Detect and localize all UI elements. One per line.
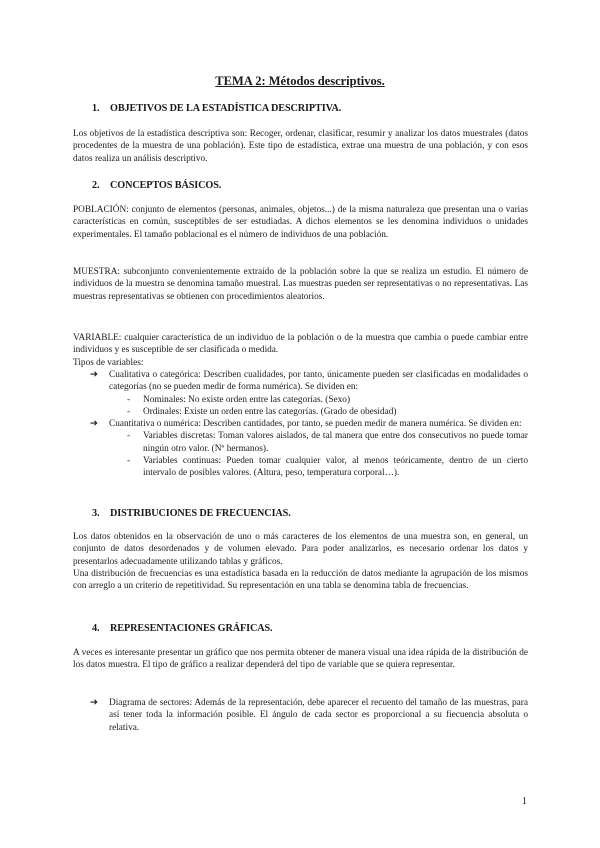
cuantitativa-sublist — [109, 430, 528, 479]
page-number: 1 — [522, 796, 527, 807]
dash-icon: - — [127, 431, 131, 442]
variable-types-list — [90, 369, 528, 480]
list-item: - Variables discretas: Toman valores aislados, de tal manera que entre dos consecutivos no puede tomar ningún otro valor. (Nº hermanos). — [127, 431, 528, 454]
muestra-paragraph: MUESTRA: subconjunto convenientemente extraído de la población sobre la que se realiza un estudio. El número de individuos de la muestra se denomina tamaño muestral. Las muestras pueden ser representativas o no representativas. Las muestras representativas se obtienen con procedimientos aleatorios. — [73, 267, 528, 302]
section-4-heading: 4. REPRESENTACIONES GRÁFICAS. — [92, 623, 273, 634]
list-item: - Variables continuas: Pueden tomar cualquier valor, al menos teóricamente, dentro de un cierto intervalo de posibles valores. (Altura, peso, temperatura corporal…). — [127, 456, 528, 479]
section-4-paragraph: A veces es interesante presentar un gráfico que nos permita obtener de manera visual una idea rápida de la distribución de los datos muestra. El tipo de gráfico a realizar dependerá del tipo de variable que se quiera representar. — [73, 648, 528, 671]
poblacion-paragraph: POBLACIÓN: conjunto de elementos (personas, animales, objetos...) de la misma naturaleza que presentan una o varias características en común, susceptibles de ser estudiadas. A dichos elementos se les denomina individuos o unidades experimentales. El tamaño poblacional es el número de individuos de una población. — [73, 205, 528, 240]
section-3-paragraph-2: Una distribución de frecuencias es una estadística basada en la reducción de datos mediante la agrupación de los mismos con arreglo a un criterio de repetitividad. Su representación en una tabla se denomina tabla de frecuencias. — [73, 569, 528, 592]
section-3-paragraph-1: Los datos obtenidos en la observación de uno o más caracteres de los elementos de una muestra son, en general, un conjunto de datos desordenados y de volumen elevado. Para poder analizarlos, es necesario ordenar los datos y presentarlos adecuadamente utilizando tablas y gráficos. — [73, 532, 528, 567]
list-item: ➔ Diagrama de sectores: Además de la representación, debe aparecer el recuento del tamaño de las muestras, para así tener toda la información posible. El ángulo de cada sector es proporcional a su fiecuencia absoluta o relativa. — [90, 698, 528, 733]
cualitativa-sublist — [109, 394, 528, 419]
list-item: ➔ Cualitativa o categórica: Describen cualidades, por tanto, únicamente pueden ser clasificadas en modalidades o categorías (no se pueden medir de forma numérica). Se dividen en: - Nominales: No existe orden entre las categorías. (Sexo) - Ordinales: Existe un orden entre las categorías. (Grado de obesidad) — [90, 370, 528, 417]
list-item: ➔ Cuantitativa o numérica: Describen cantidades, por tanto, se pueden medir de manera numérica. Se dividen en: - Variables discretas: Toman valores aislados, de tal manera que entre dos consecutivos no puede tomar ningún otro valor. (Nº hermanos). - Variables continuas: Pueden tomar cualquier valor, al menos teóricamente, dentro de un cierto intervalo de posibles valores. (Altura, peso, temperatura corporal…). — [90, 419, 528, 479]
section-2-heading: 2. CONCEPTOS BÁSICOS. — [92, 180, 222, 191]
section-1-heading: 1. OBJETIVOS DE LA ESTADÍSTICA DESCRIPTIVA. — [92, 103, 342, 114]
dash-icon: - — [127, 406, 131, 417]
variable-paragraph: VARIABLE: cualquier característica de un individuo de la población o de la muestra que cambia o puede cambiar entre individuos y es susceptible de ser clasificada o medida. — [73, 333, 528, 356]
section-3-heading: 3. DISTRIBUCIONES DE FRECUENCIAS. — [92, 508, 291, 519]
tipos-label: Tipos de variables: — [73, 358, 144, 368]
dash-icon: - — [127, 394, 131, 405]
arrow-right-icon: ➔ — [90, 698, 98, 708]
dash-icon: - — [127, 456, 131, 467]
arrow-right-icon: ➔ — [90, 419, 98, 430]
list-item: - Nominales: No existe orden entre las categorías. (Sexo) — [127, 394, 351, 405]
section-1-paragraph: Los objetivos de la estadística descriptiva son: Recoger, ordenar, clasificar, resumir y analizar los datos muestrales (datos procedentes de la muestra de una población). Este tipo de estadística, extrae una muestra de una población, y con esos datos realiza un análisis descriptivo. — [73, 129, 528, 164]
arrow-right-icon: ➔ — [90, 370, 98, 380]
chart-types-list — [90, 697, 528, 734]
document-title: TEMA 2: Métodos descriptivos. — [215, 74, 385, 88]
list-item: - Ordinales: Existe un orden entre las categorías. (Grado de obesidad) — [127, 406, 397, 417]
